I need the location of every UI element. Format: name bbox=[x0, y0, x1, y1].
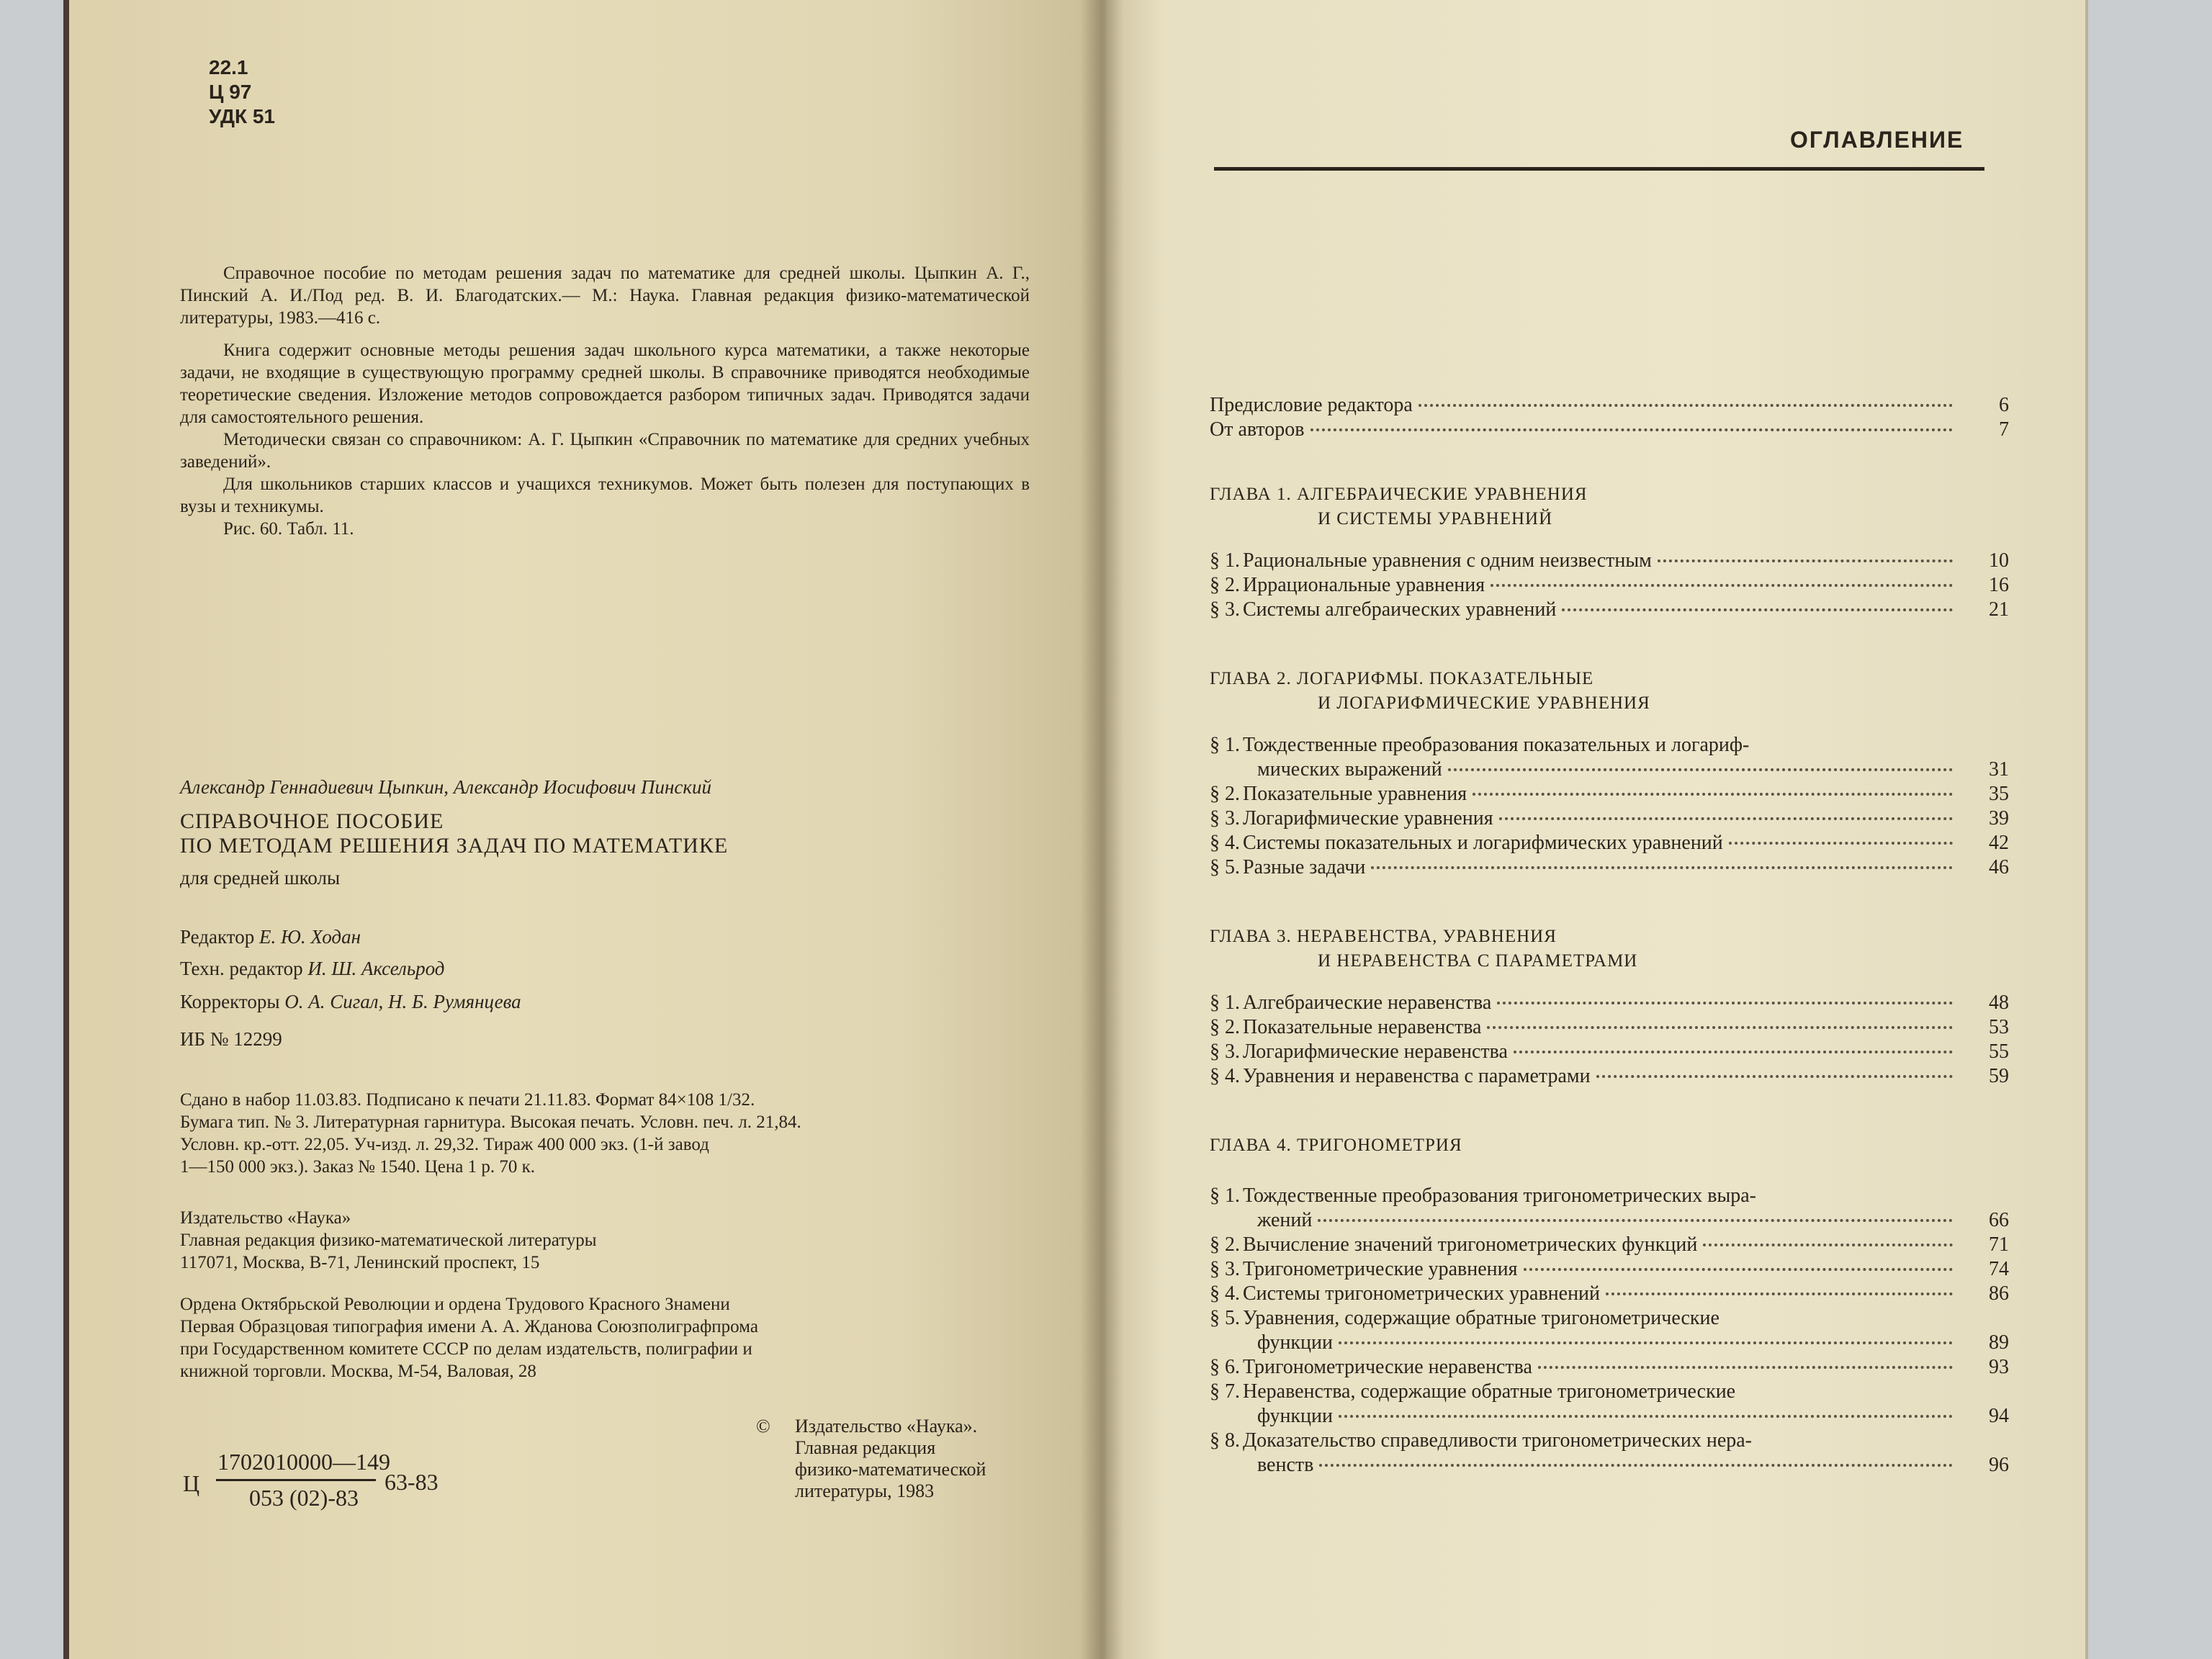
toc-entry-label: Иррациональные уравнения bbox=[1243, 574, 1485, 596]
toc-entry-label: мических выражений bbox=[1257, 758, 1442, 781]
toc-leader-dots bbox=[1419, 404, 1953, 407]
print-details-line: Сдано в набор 11.03.83. Подписано к печати 21.11.83. Формат 84×108 1/32. bbox=[180, 1090, 755, 1110]
toc-page-number: 74 bbox=[1989, 1258, 2009, 1280]
book-title: ПО МЕТОДАМ РЕШЕНИЯ ЗАДАЧ ПО МАТЕМАТИКЕ bbox=[180, 834, 729, 858]
publisher-line: Главная редакция физико-математической литературы bbox=[180, 1231, 597, 1250]
printer-block bbox=[180, 1293, 1030, 1382]
toc-section-number: § 1. bbox=[1210, 549, 1240, 572]
toc-page-number: 6 bbox=[1999, 394, 2009, 416]
toc-section-number: § 3. bbox=[1210, 807, 1240, 830]
toc-entry bbox=[1210, 855, 2009, 880]
editor-label: Редактор bbox=[180, 926, 255, 948]
toc-entry bbox=[1210, 1429, 2009, 1453]
copyright-line: Издательство «Наука». bbox=[795, 1416, 978, 1437]
toc-entry-continuation bbox=[1243, 1208, 2009, 1233]
toc-chapter-title: ГЛАВА 3. НЕРАВЕНСТВА, УРАВНЕНИЯ bbox=[1210, 927, 1557, 946]
toc-entry bbox=[1210, 1282, 2009, 1306]
toc-page-number: 35 bbox=[1989, 783, 2009, 805]
toc-entry-label: Тождественные преобразования тригонометрических выра- bbox=[1243, 1184, 1757, 1207]
toc-leader-dots bbox=[1310, 428, 1954, 431]
toc-section-number: § 2. bbox=[1210, 783, 1240, 805]
toc-leader-dots bbox=[1538, 1366, 1953, 1369]
catalog-code-numerator: 1702010000—149 bbox=[217, 1449, 390, 1475]
authors: Александр Геннадиевич Цыпкин, Александр Иосифович Пинский bbox=[180, 776, 712, 798]
toc-page-number: 42 bbox=[1989, 832, 2009, 854]
toc-page-number: 86 bbox=[1989, 1282, 2009, 1305]
toc-leader-dots bbox=[1497, 1002, 1953, 1004]
toc-entry-label: Системы тригонометрических уравнений bbox=[1243, 1282, 1601, 1305]
toc-entry bbox=[1210, 831, 2009, 855]
toc-leader-dots bbox=[1606, 1292, 1953, 1295]
toc-page-number: 7 bbox=[1999, 418, 2009, 441]
toc-entry-label: Тригонометрические уравнения bbox=[1243, 1258, 1518, 1280]
udk-code: УДК 51 bbox=[209, 105, 275, 127]
printer-line: Первая Образцовая типография имени А. А. Жданова Союзполиграфпрома bbox=[180, 1317, 758, 1336]
annotation-paragraph: Методически связан со справочником: А. Г. Цыпкин «Справочник по математике для средних учебных заведений». bbox=[180, 430, 1030, 472]
toc-entry-label: Системы алгебраических уравнений bbox=[1243, 598, 1557, 621]
toc-entry-label: Показательные уравнения bbox=[1243, 783, 1467, 805]
toc-leader-dots bbox=[1729, 842, 1953, 845]
toc-section-number: § 4. bbox=[1210, 832, 1240, 854]
annotation-paragraph: Для школьников старших классов и учащихся техникумов. Может быть полезен для поступающих в вузы и техникумы. bbox=[180, 475, 1030, 516]
toc-entry-label: От авторов bbox=[1210, 418, 1305, 441]
annotation bbox=[180, 262, 1030, 540]
toc-entry-continuation bbox=[1243, 1453, 2009, 1478]
toc-chapter-subtitle: И СИСТЕМЫ УРАВНЕНИЙ bbox=[1318, 509, 1553, 529]
toc-entry bbox=[1210, 733, 2009, 757]
toc-leader-dots bbox=[1658, 559, 1953, 562]
toc-entry-label: Уравнения, содержащие обратные тригонометрические bbox=[1243, 1307, 1719, 1329]
toc-entry bbox=[1210, 1040, 2009, 1064]
print-details-line: 1—150 000 экз.). Заказ № 1540. Цена 1 р. 70 к. bbox=[180, 1157, 535, 1177]
toc-entry bbox=[1210, 1015, 2009, 1040]
toc-page-number: 71 bbox=[1989, 1233, 2009, 1256]
toc-entry bbox=[1210, 806, 2009, 831]
toc-leader-dots bbox=[1371, 866, 1953, 869]
toc-entry bbox=[1210, 991, 2009, 1015]
toc-leader-dots bbox=[1562, 608, 1953, 611]
proofreaders-label: Корректоры bbox=[180, 991, 280, 1012]
toc-section-number: § 4. bbox=[1210, 1065, 1240, 1087]
toc-entry bbox=[1210, 418, 2009, 442]
toc-entry-label: Вычисление значений тригонометрических функций bbox=[1243, 1233, 1698, 1256]
toc-chapter-subtitle: И ЛОГАРИФМИЧЕСКИЕ УРАВНЕНИЯ bbox=[1318, 693, 1650, 713]
book-subtitle: для средней школы bbox=[180, 867, 341, 889]
toc-entry-label: Логарифмические неравенства bbox=[1243, 1040, 1508, 1063]
toc-entry-label: Разные задачи bbox=[1243, 856, 1366, 878]
toc-section-number: § 5. bbox=[1210, 856, 1240, 878]
toc-leader-dots bbox=[1703, 1244, 1953, 1246]
toc-leader-dots bbox=[1448, 768, 1953, 771]
printer-line: книжной торговли. Москва, М-54, Валовая, 28 bbox=[180, 1362, 536, 1381]
toc-entry-label: Тригонометрические неравенства bbox=[1243, 1356, 1532, 1378]
proofreaders-names: О. А. Сигал, Н. Б. Румянцева bbox=[284, 991, 521, 1012]
toc-page-number: 53 bbox=[1989, 1016, 2009, 1038]
toc-entry-label: Рациональные уравнения с одним неизвестным bbox=[1243, 549, 1652, 572]
toc-page-number: 31 bbox=[1989, 758, 2009, 781]
toc-page-number: 21 bbox=[1989, 598, 2009, 621]
toc-section-number: § 3. bbox=[1210, 1040, 1240, 1063]
toc-entry-label: Системы показательных и логарифмических уравнений bbox=[1243, 832, 1723, 854]
toc-entry-label: Показательные неравенства bbox=[1243, 1016, 1482, 1038]
toc-page-number: 66 bbox=[1989, 1209, 2009, 1231]
catalog-code-suffix: 63-83 bbox=[385, 1469, 439, 1495]
toc-leader-dots bbox=[1473, 793, 1953, 796]
toc-leader-dots bbox=[1596, 1075, 1953, 1078]
toc-entry bbox=[1210, 1355, 2009, 1380]
toc-chapter-title: ГЛАВА 1. АЛГЕБРАИЧЕСКИЕ УРАВНЕНИЯ bbox=[1210, 485, 1588, 504]
toc-chapter-title: ГЛАВА 2. ЛОГАРИФМЫ. ПОКАЗАТЕЛЬНЫЕ bbox=[1210, 669, 1594, 688]
publisher-line: Издательство «Наука» bbox=[180, 1208, 351, 1228]
toc-section-number: § 2. bbox=[1210, 574, 1240, 596]
tech-editor-line bbox=[180, 958, 444, 980]
toc-entry-continuation bbox=[1243, 757, 2009, 782]
catalog-code-fraction-line bbox=[216, 1479, 376, 1481]
toc-section-number: § 4. bbox=[1210, 1282, 1240, 1305]
printer-line: при Государственном комитете СССР по делам издательств, полиграфии и bbox=[180, 1339, 752, 1359]
toc-entry-label: Предисловие редактора bbox=[1210, 394, 1413, 416]
toc-section-number: § 3. bbox=[1210, 1258, 1240, 1280]
toc-page-number: 59 bbox=[1989, 1065, 2009, 1087]
udk-code: Ц 97 bbox=[209, 81, 252, 103]
toc-entry bbox=[1210, 1380, 2009, 1404]
editor-name: Е. Ю. Ходан bbox=[258, 926, 361, 948]
toc-entry-label: Доказательство справедливости тригонометрических нера- bbox=[1243, 1429, 1752, 1452]
toc-section-number: § 1. bbox=[1210, 992, 1240, 1014]
toc-entry-label: Неравенства, содержащие обратные тригонометрические bbox=[1243, 1380, 1736, 1403]
toc-heading: ОГЛАВЛЕНИЕ bbox=[1790, 127, 1964, 153]
toc-section-number: § 2. bbox=[1210, 1233, 1240, 1256]
copyright-symbol: © bbox=[756, 1416, 770, 1437]
tech-editor-label: Техн. редактор bbox=[180, 958, 303, 979]
toc-section-number: § 8. bbox=[1210, 1429, 1240, 1452]
toc-section-number: § 2. bbox=[1210, 1016, 1240, 1038]
toc-section-number: § 1. bbox=[1210, 1184, 1240, 1207]
toc-section-number: § 5. bbox=[1210, 1307, 1240, 1329]
toc-page-number: 55 bbox=[1989, 1040, 2009, 1063]
toc-entry-continuation bbox=[1243, 1404, 2009, 1429]
toc-entry bbox=[1210, 1064, 2009, 1089]
toc-entry-label: Логарифмические уравнения bbox=[1243, 807, 1493, 830]
catalog-code-denominator: 053 (02)-83 bbox=[249, 1485, 359, 1511]
book-spine bbox=[1080, 0, 1123, 1659]
catalog-code-prefix: Ц bbox=[183, 1470, 200, 1496]
toc-entry bbox=[1210, 393, 2009, 418]
annotation-paragraph: Рис. 60. Табл. 11. bbox=[223, 519, 354, 539]
toc-section-number: § 6. bbox=[1210, 1356, 1240, 1378]
toc-section-number: § 3. bbox=[1210, 598, 1240, 621]
publisher-line: 117071, Москва, В-71, Ленинский проспект, 15 bbox=[180, 1253, 540, 1272]
annotation-paragraph: Справочное пособие по методам решения задач по математике для средней школы. Цыпкин А. Г., Пинский А. И./Под ред. В. И. Благодатских.— М.: Наука. Главная редакция физико-математической литературы, 1983.—416 с. bbox=[180, 264, 1030, 328]
toc-leader-dots bbox=[1487, 1026, 1953, 1029]
toc-entry bbox=[1210, 1184, 2009, 1208]
copyright-line: Главная редакция bbox=[795, 1437, 936, 1458]
toc-leader-dots bbox=[1339, 1341, 1953, 1344]
editor-line bbox=[180, 926, 361, 948]
toc-leader-dots bbox=[1491, 584, 1953, 587]
toc-entry bbox=[1210, 1306, 2009, 1331]
print-details-line: Бумага тип. № 3. Литературная гарнитура. Высокая печать. Условн. печ. л. 21,84. bbox=[180, 1112, 801, 1132]
toc-entry bbox=[1210, 573, 2009, 598]
toc-entry bbox=[1210, 1257, 2009, 1282]
tech-editor-name: И. Ш. Аксельрод bbox=[307, 958, 445, 979]
toc-page-number: 48 bbox=[1989, 992, 2009, 1014]
toc-entry bbox=[1210, 1233, 2009, 1257]
toc-chapter-heading bbox=[1210, 667, 1650, 716]
toc-leader-dots bbox=[1339, 1415, 1953, 1418]
toc-entry-continuation bbox=[1243, 1331, 2009, 1355]
toc-leader-dots bbox=[1524, 1268, 1953, 1271]
toc-chapter-heading bbox=[1210, 482, 1588, 531]
toc-chapter-subtitle: И НЕРАВЕНСТВА С ПАРАМЕТРАМИ bbox=[1318, 951, 1638, 971]
toc-page-number: 94 bbox=[1989, 1405, 2009, 1427]
toc-leader-dots bbox=[1318, 1219, 1953, 1222]
toc-leader-dots bbox=[1514, 1051, 1953, 1053]
copyright-line: физико-математической bbox=[795, 1459, 986, 1480]
toc-page-number: 10 bbox=[1989, 549, 2009, 572]
toc-entry-label: жений bbox=[1257, 1209, 1313, 1231]
udk-code: 22.1 bbox=[209, 56, 248, 78]
toc-entry-label: Алгебраические неравенства bbox=[1243, 992, 1492, 1014]
publisher-block bbox=[180, 1207, 1030, 1274]
toc-page-number: 93 bbox=[1989, 1356, 2009, 1378]
toc-leader-dots bbox=[1319, 1464, 1953, 1467]
print-details bbox=[180, 1089, 1030, 1178]
toc-entry bbox=[1210, 598, 2009, 622]
toc-chapter-heading bbox=[1210, 925, 1637, 974]
toc-entry bbox=[1210, 782, 2009, 806]
toc-page-number: 16 bbox=[1989, 574, 2009, 596]
toc-page-number: 96 bbox=[1989, 1454, 2009, 1476]
toc-page-number: 46 bbox=[1989, 856, 2009, 878]
toc-entry-label: Тождественные преобразования показательных и логариф- bbox=[1243, 734, 1750, 756]
toc-section-number: § 7. bbox=[1210, 1380, 1240, 1403]
toc-page-number: 39 bbox=[1989, 807, 2009, 830]
printer-line: Ордена Октябрьской Революции и ордена Трудового Красного Знамени bbox=[180, 1295, 730, 1314]
toc-entry bbox=[1210, 549, 2009, 573]
toc-entry-label: функции bbox=[1257, 1331, 1333, 1354]
toc-entry-label: функции bbox=[1257, 1405, 1333, 1427]
annotation-paragraph: Книга содержит основные методы решения задач школьного курса математики, а также некоторые задачи, не входящие в существующую программу средней школы. В справочнике приводятся необходимые теоретические сведения. Изложение методов сопровождается разбором типичных задач. Приводятся задачи для самостоятельного решения. bbox=[180, 341, 1030, 427]
ib-number: ИБ № 12299 bbox=[180, 1028, 282, 1050]
toc-chapter-title: ГЛАВА 4. ТРИГОНОМЕТРИЯ bbox=[1210, 1136, 1462, 1155]
print-details-line: Условн. кр.-отт. 22,05. Уч-изд. л. 29,32. Тираж 400 000 экз. (1-й завод bbox=[180, 1135, 709, 1154]
toc-chapter-heading bbox=[1210, 1133, 1462, 1158]
toc-entry-label: Уравнения и неравенства с параметрами bbox=[1243, 1065, 1591, 1087]
copyright-line: литературы, 1983 bbox=[795, 1480, 935, 1501]
toc-heading-rule bbox=[1214, 167, 1984, 171]
toc-entry-label: венств bbox=[1257, 1454, 1314, 1476]
toc-page-number: 89 bbox=[1989, 1331, 2009, 1354]
proofreaders-line bbox=[180, 991, 521, 1013]
toc-leader-dots bbox=[1499, 817, 1953, 820]
book-title: СПРАВОЧНОЕ ПОСОБИЕ bbox=[180, 809, 444, 833]
toc-section-number: § 1. bbox=[1210, 734, 1240, 756]
